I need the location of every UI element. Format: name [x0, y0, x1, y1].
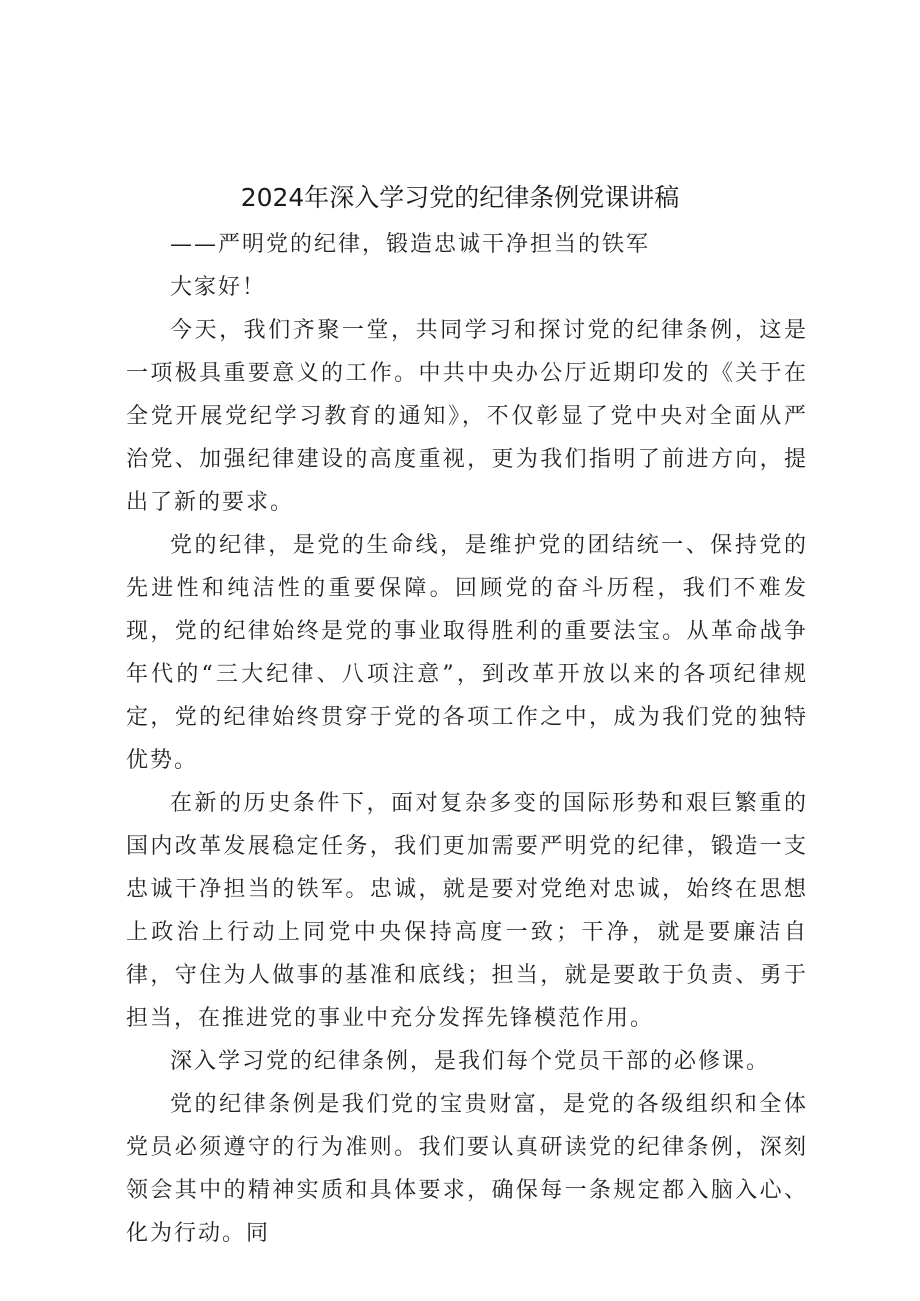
greeting: 大家好！ [170, 275, 267, 300]
document-title: 2024年深入学习党的纪律条例党课讲稿 [240, 183, 680, 212]
document-body [126, 223, 808, 1255]
paragraph-5: 党的纪律条例是我们党的宝贵财富，是党的各级组织和全体党员必须遵守的行为准则。我们要认真研读党的纪律条例，深刻领会其中的精神实质和具体要求，确保每一条规定都入脑入心、化为行动。同 [126, 1092, 808, 1246]
paragraph-2: 党的纪律，是党的生命线，是维护党的团结统一、保持党的先进性和纯洁性的重要保障。回顾党的奋斗历程，我们不难发现，党的纪律始终是党的事业取得胜利的重要法宝。从革命战争年代的“三大纪律、八项注意”，到改革开放以来的各项纪律规定，党的纪律始终贯穿于党的各项工作之中，成为我们党的独特优势。 [126, 533, 808, 773]
document-subtitle: ——严明党的纪律，锻造忠诚干净担当的铁军 [170, 232, 651, 257]
paragraph-4: 深入学习党的纪律条例，是我们每个党员干部的必修课。 [170, 1049, 771, 1074]
paragraph-3: 在新的历史条件下，面对复杂多变的国际形势和艰巨繁重的国内改革发展稳定任务，我们更加需要严明党的纪律，锻造一支忠诚干净担当的铁军。忠诚，就是要对党绝对忠诚，始终在思想上政治上行动上同党中央保持高度一致；干净，就是要廉洁自律，守住为人做事的基准和底线；担当，就是要敢于负责、勇于担当，在推进党的事业中充分发挥先锋模范作用。 [126, 791, 808, 1031]
paragraph-1: 今天，我们齐聚一堂，共同学习和探讨党的纪律条例，这是一项极具重要意义的工作。中共中央办公厅近期印发的《关于在全党开展党纪学习教育的通知》，不仅彰显了党中央对全面从严治党、加强纪律建设的高度重视，更为我们指明了前进方向，提出了新的要求。 [126, 318, 808, 515]
